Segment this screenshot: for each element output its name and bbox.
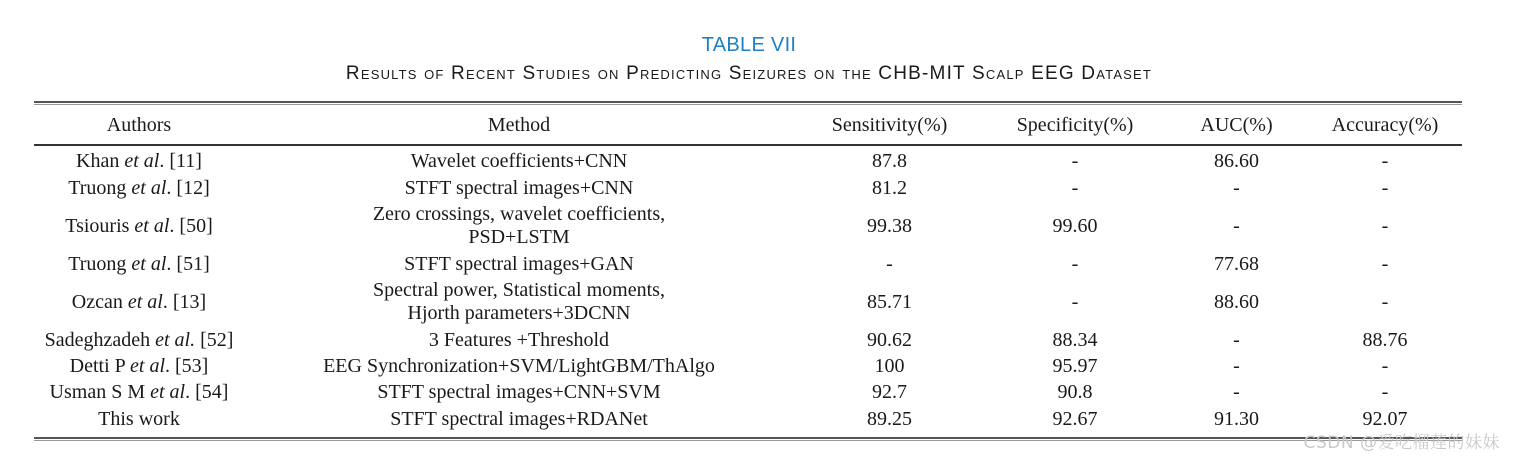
- cell-sensitivity: 85.71: [867, 291, 912, 313]
- cell-method: Zero crossings, wavelet coefficients, PSD+LSTM: [372, 203, 666, 248]
- bottom-rule: [34, 437, 1462, 439]
- cell-method: 3 Features +Threshold: [428, 329, 610, 351]
- table-row: [34, 251, 1462, 277]
- cell-sensitivity: 99.38: [867, 215, 912, 237]
- col-header-accuracy: Accuracy(%): [1331, 114, 1439, 136]
- cell-auc: -: [1233, 355, 1240, 377]
- cell-auc: 91.30: [1214, 408, 1259, 430]
- cell-method: STFT spectral images+CNN: [404, 177, 634, 199]
- cell-sensitivity: 100: [874, 355, 905, 377]
- cell-accuracy: -: [1381, 215, 1389, 237]
- col-header-specificity: Specificity(%): [1016, 114, 1134, 136]
- cell-accuracy: 88.76: [1362, 329, 1408, 351]
- cell-author: Tsiouris et al. [50]: [65, 215, 213, 237]
- cell-method: STFT spectral images+CNN+SVM: [377, 381, 661, 403]
- bottom-rule-secondary: [34, 440, 1462, 441]
- cell-accuracy: -: [1381, 177, 1389, 199]
- top-rule: [34, 101, 1462, 103]
- cell-sensitivity: 81.2: [872, 177, 907, 199]
- table-caption-label: TABLE VII: [701, 34, 797, 56]
- table-row: [34, 277, 1462, 327]
- cell-accuracy: -: [1381, 355, 1389, 377]
- table-row: [34, 405, 1462, 433]
- table-row: [34, 201, 1462, 251]
- table-row: [34, 175, 1462, 201]
- table-row: [34, 379, 1462, 405]
- cell-specificity: 95.97: [1052, 355, 1098, 377]
- cell-specificity: -: [1071, 291, 1079, 313]
- col-header-authors: Authors: [106, 114, 172, 136]
- table-caption-title: Results of Recent Studies on Predicting Seizures on the CHB-MIT Scalp EEG Dataset: [345, 63, 1153, 84]
- cell-sensitivity: -: [886, 253, 893, 275]
- cell-specificity: 88.34: [1052, 329, 1098, 351]
- header-row: [34, 106, 1462, 144]
- cell-auc: 88.60: [1214, 291, 1259, 313]
- results-table: [34, 106, 1462, 433]
- cell-accuracy: -: [1381, 253, 1389, 275]
- cell-accuracy: -: [1381, 381, 1389, 403]
- cell-sensitivity: 90.62: [867, 329, 912, 351]
- cell-specificity: 99.60: [1052, 215, 1098, 237]
- cell-method: Wavelet coefficients+CNN: [410, 149, 628, 172]
- cell-auc: -: [1233, 215, 1240, 237]
- cell-author: Ozcan et al. [13]: [71, 291, 207, 313]
- cell-accuracy: -: [1381, 149, 1389, 172]
- col-header-method: Method: [487, 114, 551, 136]
- cell-auc: -: [1233, 329, 1240, 351]
- cell-auc: 77.68: [1214, 253, 1259, 275]
- table-row: [34, 144, 1462, 175]
- cell-method: STFT spectral images+RDANet: [390, 408, 648, 430]
- cell-auc: -: [1233, 177, 1240, 199]
- cell-author: This work: [98, 408, 180, 430]
- cell-author: Sadeghzadeh et al. [52]: [44, 329, 234, 351]
- cell-author: Usman S M et al. [54]: [49, 381, 229, 403]
- table-row: [34, 327, 1462, 353]
- cell-method: Spectral power, Statistical moments, Hjorth parameters+3DCNN: [373, 279, 665, 324]
- cell-sensitivity: 92.7: [872, 381, 907, 403]
- cell-method: STFT spectral images+GAN: [404, 253, 634, 275]
- watermark-text: CSDN @爱吃榴莲的妹妹: [1303, 433, 1500, 453]
- cell-author: Khan et al. [11]: [76, 149, 202, 172]
- cell-accuracy: 92.07: [1362, 408, 1408, 430]
- col-header-sensitivity: Sensitivity(%): [831, 114, 948, 136]
- cell-specificity: -: [1071, 149, 1079, 172]
- cell-specificity: -: [1071, 177, 1079, 199]
- cell-sensitivity: 89.25: [867, 408, 912, 430]
- cell-author: Truong et al. [12]: [68, 177, 210, 199]
- cell-sensitivity: 87.8: [872, 149, 907, 172]
- cell-auc: -: [1233, 381, 1240, 403]
- cell-specificity: -: [1071, 253, 1079, 275]
- top-rule-secondary: [34, 104, 1462, 105]
- cell-accuracy: -: [1381, 291, 1389, 313]
- cell-author: Truong et al. [51]: [68, 253, 210, 275]
- cell-auc: 86.60: [1214, 149, 1259, 172]
- cell-specificity: 90.8: [1057, 381, 1093, 403]
- col-header-auc: AUC(%): [1200, 114, 1273, 136]
- table-row: [34, 353, 1462, 379]
- cell-author: Detti P et al. [53]: [69, 355, 209, 377]
- cell-method: EEG Synchronization+SVM/LightGBM/ThAlgo: [323, 355, 715, 377]
- cell-specificity: 92.67: [1052, 408, 1098, 430]
